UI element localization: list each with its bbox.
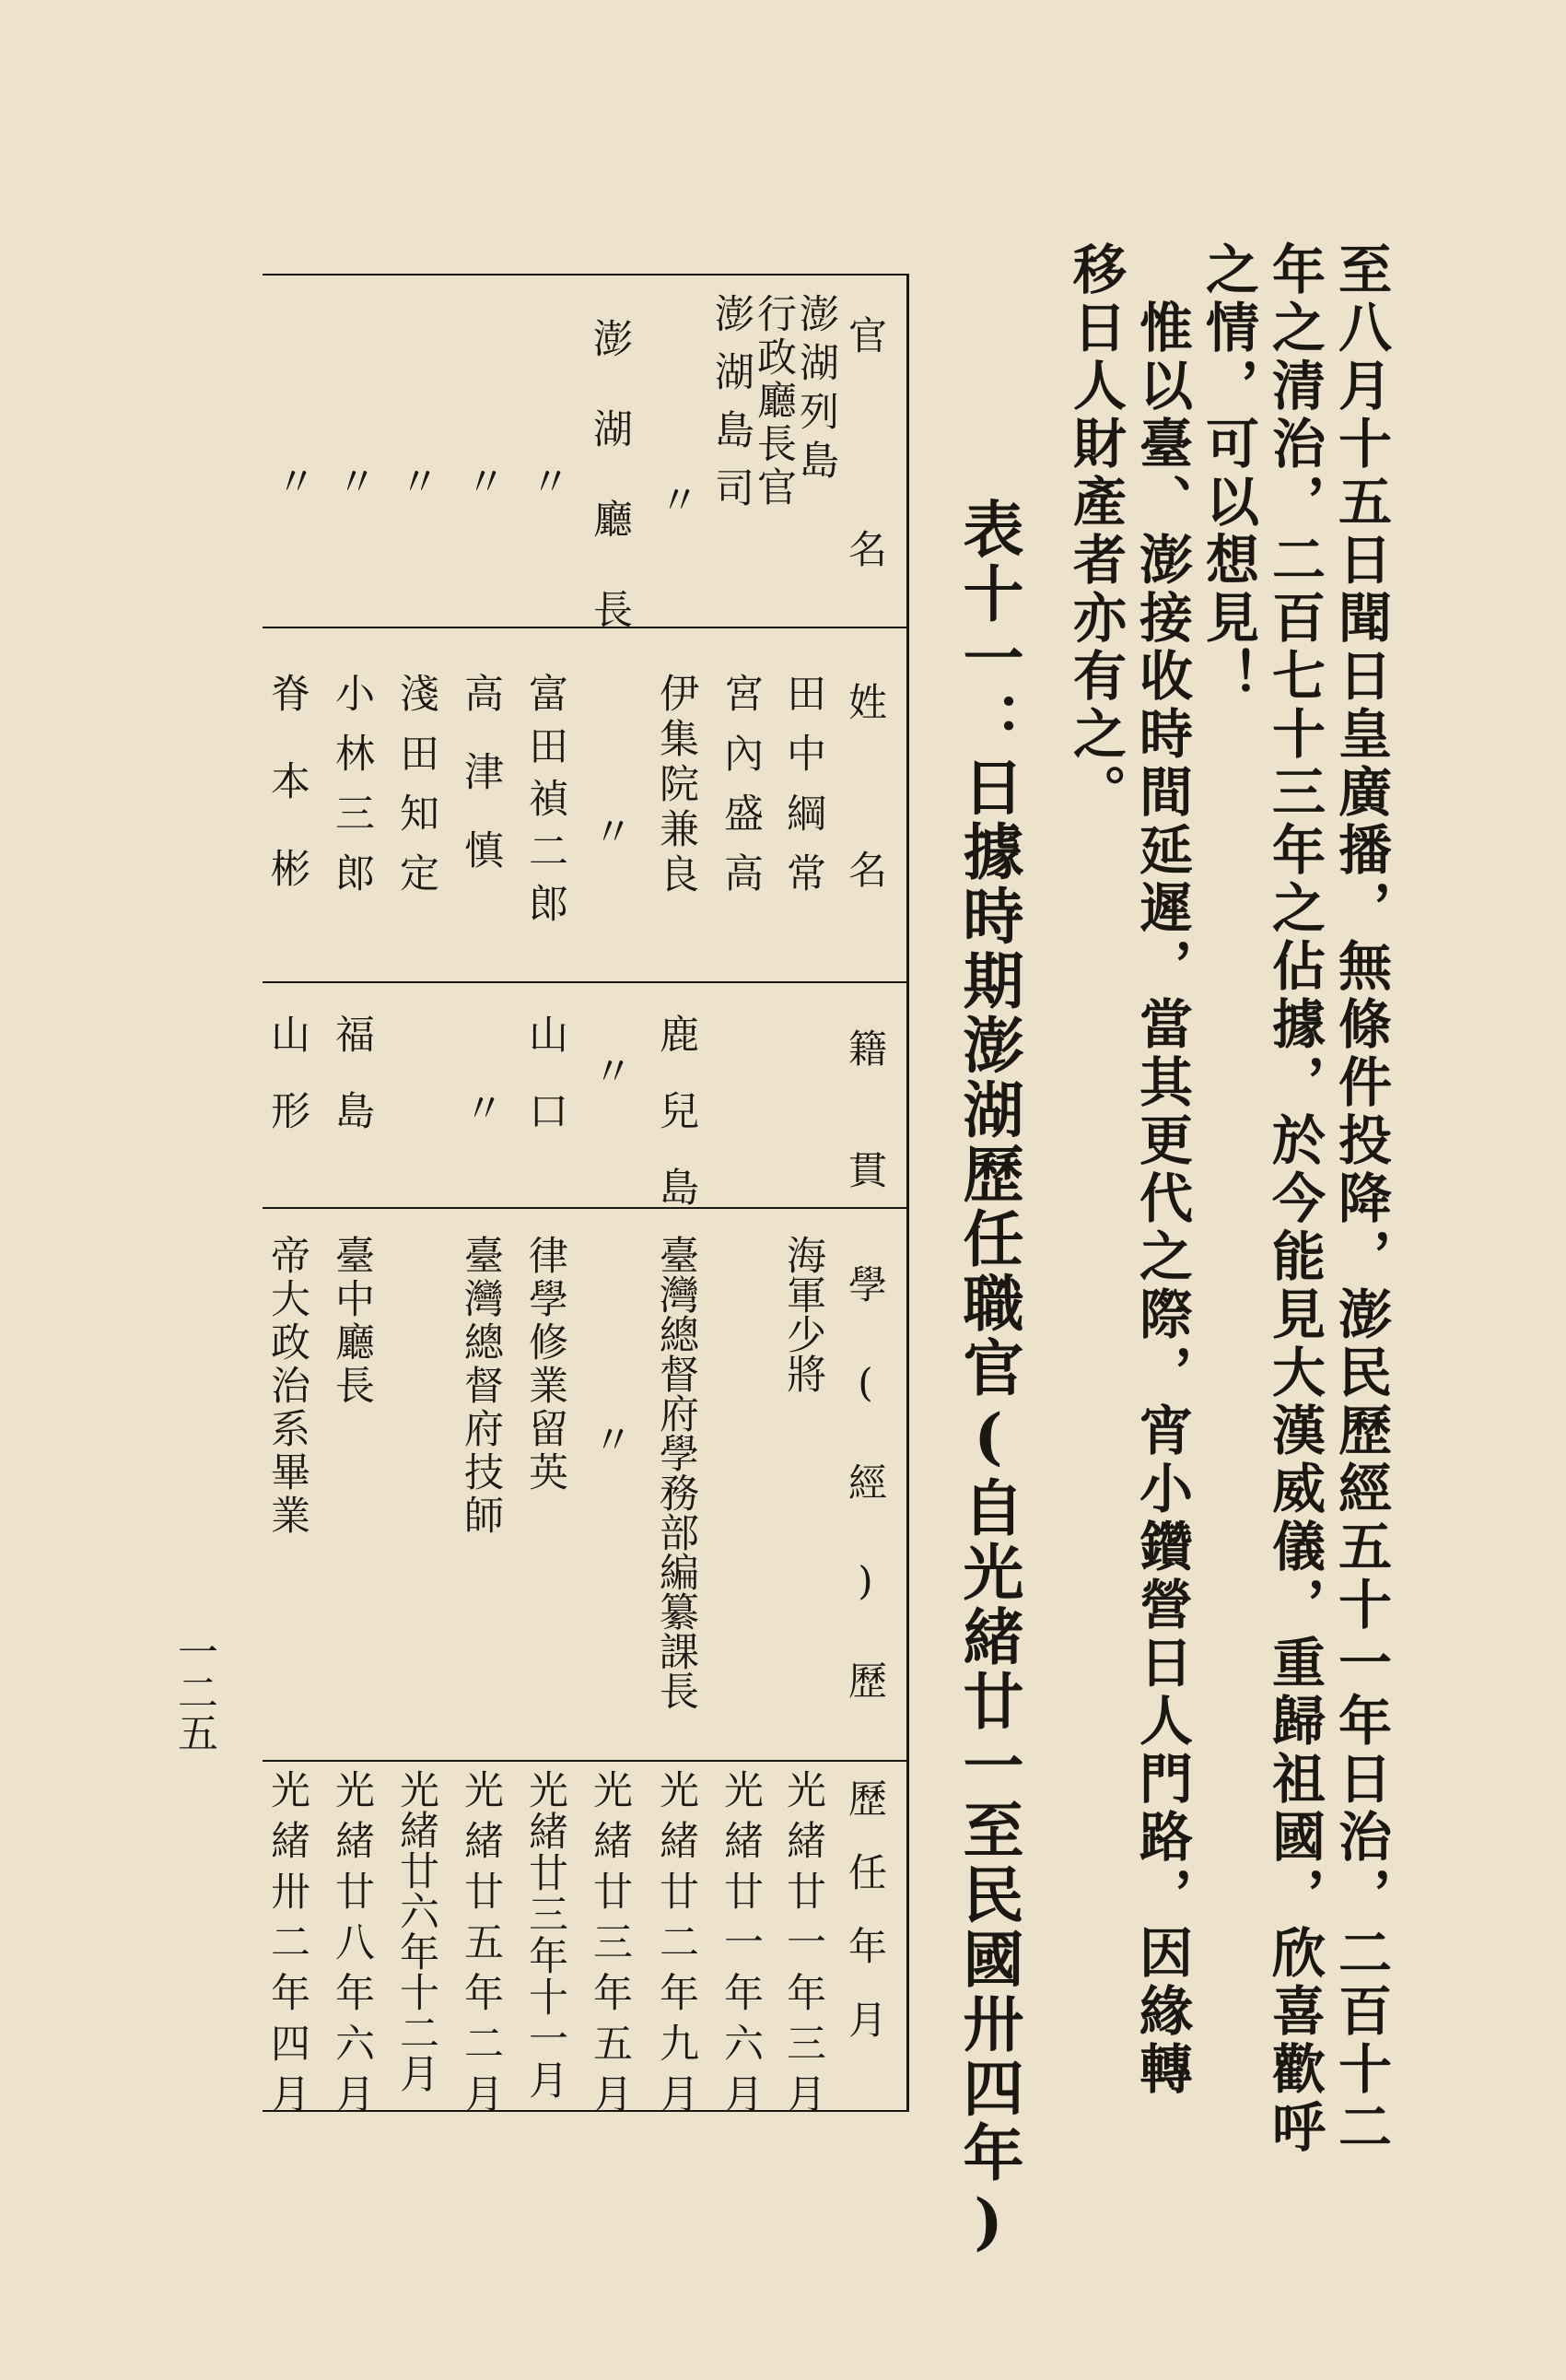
- row9-name: 脊本彬: [264, 673, 310, 935]
- row7-term: 光緒廿六年十二月: [393, 1769, 439, 2093]
- row5-office: 〃: [524, 461, 570, 500]
- body-line-2: 年之清治，二百七十三年之佔據，於今能見大漢威儀，重歸祖國，欣喜歡呼: [1263, 241, 1326, 2157]
- body-line-1: 至八月十五日聞日皇廣播，無條件投降，澎民歷經五十一年日治，二百十二: [1329, 241, 1392, 2157]
- row8-name: 小林三郎: [329, 673, 375, 912]
- row9-office: 〃: [270, 461, 316, 500]
- body-line-5: 移日人財產者亦有之。: [1064, 241, 1127, 822]
- row4-education: 〃: [587, 1419, 633, 1459]
- header-office: 官名: [843, 315, 888, 743]
- row1-term: 光緒廿一年三月: [780, 1769, 826, 2124]
- row5-term: 光緒廿三年十一月: [522, 1769, 568, 2101]
- row6-office: 〃: [460, 461, 506, 500]
- row7-office: 〃: [393, 461, 439, 500]
- row2-office: 澎湖島司: [708, 293, 754, 525]
- page-number: 一二五: [170, 1631, 217, 1753]
- row1-office-line2: 行政廳長官: [751, 293, 797, 510]
- row3-origin: 鹿兒島: [653, 1014, 699, 1243]
- table-title: 表十一：日據時期澎湖歷任職官(自光緒廿一至民國卅四年): [952, 498, 1024, 2261]
- col-sep-2: [263, 981, 909, 983]
- row8-term: 光緒廿八年六月: [329, 1769, 375, 2124]
- header-education: 學(經)歷: [843, 1264, 888, 1756]
- row6-term: 光緒廿五年二月: [458, 1769, 504, 2124]
- row3-term: 光緒廿二年九月: [653, 1769, 699, 2124]
- col-sep-4: [263, 1760, 909, 1762]
- row2-name: 宮內盛高: [718, 673, 764, 912]
- row9-term: 光緒卅二年四月: [264, 1769, 310, 2124]
- row8-office: 〃: [331, 461, 377, 500]
- row1-education: 海軍少將: [780, 1235, 826, 1393]
- row4-office: 澎湖廳長: [587, 318, 633, 679]
- header-term: 歷任年月: [843, 1778, 888, 2073]
- header-name: 姓名: [843, 682, 888, 1017]
- row3-education: 臺灣總督府學務部編纂課長: [653, 1235, 699, 1710]
- row2-term: 光緒廿一年六月: [718, 1769, 764, 2124]
- row4-origin: 〃: [587, 1050, 633, 1090]
- body-line-3: 之情，可以想見！: [1197, 241, 1259, 706]
- row6-name: 高津慎: [458, 673, 504, 908]
- header-origin: 籍貫: [843, 1028, 888, 1272]
- row6-origin: 〃: [458, 1087, 504, 1127]
- col-sep-3: [263, 1207, 909, 1209]
- row5-education: 律學修業留英: [522, 1235, 568, 1495]
- table-right-rule: [906, 274, 909, 2112]
- row5-origin: 山口: [522, 1014, 568, 1167]
- row3-office: 〃: [653, 479, 699, 519]
- body-line-4: 惟以臺、澎接收時間延遲，當其更代之際，宵小鑽營日人門路，因緣轉: [1130, 299, 1193, 2099]
- row9-origin: 山形: [264, 1014, 310, 1167]
- row7-name: 淺田知定: [393, 673, 439, 912]
- row4-term: 光緒廿三年五月: [587, 1769, 633, 2124]
- row1-name: 田中綱常: [780, 673, 826, 912]
- row1-office-line1: 澎湖列島: [793, 293, 839, 488]
- table-top-rule: [263, 274, 909, 276]
- row6-education: 臺灣總督府技師: [458, 1235, 504, 1538]
- row5-name: 富田禎二郎: [522, 673, 568, 935]
- row9-education: 帝大政治系畢業: [264, 1235, 310, 1538]
- row4-name: 〃: [587, 811, 633, 850]
- row8-education: 臺中廳長: [329, 1235, 375, 1408]
- row8-origin: 福島: [329, 1014, 375, 1167]
- col-sep-1: [263, 627, 909, 628]
- row3-name: 伊集院兼良: [653, 673, 699, 898]
